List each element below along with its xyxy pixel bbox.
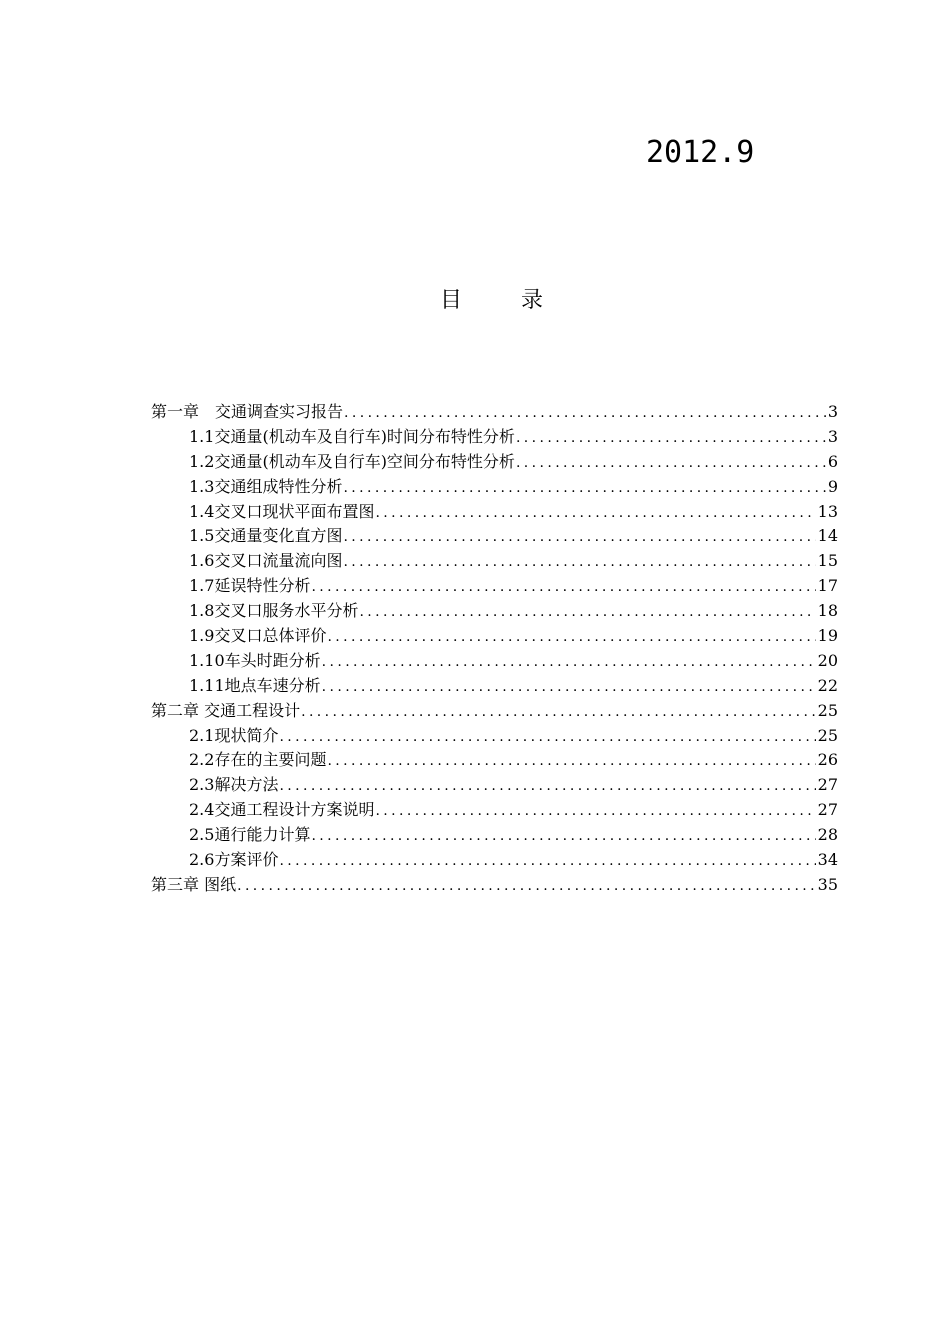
toc-entry-page-number: 3 <box>827 402 838 421</box>
toc-entry-page-number: 3 <box>827 426 838 446</box>
toc-section-entry[interactable] <box>151 823 838 848</box>
toc-dot-leader <box>279 774 815 799</box>
toc-dot-leader <box>343 476 825 501</box>
toc-dot-leader <box>343 525 815 550</box>
toc-dot-leader <box>359 600 815 625</box>
toc-dot-leader <box>344 401 826 426</box>
toc-dot-leader <box>327 749 815 774</box>
toc-entry-page-number: 20 <box>817 650 838 670</box>
toc-entry-page-number: 18 <box>817 601 838 621</box>
toc-entry-label: 2.3解决方法 <box>189 775 279 795</box>
toc-section-entry[interactable] <box>151 475 838 500</box>
report-date: 2012.9 <box>646 135 755 170</box>
toc-entry-label: 1.11地点车速分析 <box>189 675 321 695</box>
toc-entry-label: 1.3交通组成特性分析 <box>189 476 343 496</box>
toc-section-entry[interactable] <box>151 848 838 873</box>
toc-dot-leader <box>237 874 816 899</box>
toc-entry-label: 1.9交叉口总体评价 <box>189 626 327 646</box>
toc-entry-page-number: 27 <box>817 775 838 795</box>
toc-dot-leader <box>516 451 826 476</box>
toc-chapter-entry[interactable] <box>151 873 838 898</box>
toc-entry-page-number: 19 <box>817 626 838 646</box>
toc-entry-label: 第一章 交通调查实习报告 <box>151 402 344 421</box>
toc-entry-label: 2.1现状简介 <box>189 725 279 745</box>
toc-section-entry[interactable] <box>151 649 838 674</box>
toc-section-entry[interactable] <box>151 624 838 649</box>
toc-entry-page-number: 6 <box>827 451 838 471</box>
toc-entry-page-number: 13 <box>817 501 838 521</box>
toc-section-entry[interactable] <box>151 500 838 525</box>
toc-chapter-entry[interactable] <box>151 699 838 724</box>
toc-entry-page-number: 14 <box>817 526 838 546</box>
toc-entry-label: 1.1交通量(机动车及自行车)时间分布特性分析 <box>189 426 515 446</box>
toc-title: 目 录 <box>440 288 569 313</box>
toc-entry-label: 2.6方案评价 <box>189 850 279 870</box>
toc-entry-label: 1.10车头时距分析 <box>189 650 321 670</box>
toc-dot-leader <box>279 849 815 874</box>
toc-entry-page-number: 22 <box>817 675 838 695</box>
toc-dot-leader <box>322 650 816 675</box>
toc-chapter-entry[interactable] <box>151 400 838 425</box>
toc-entry-label: 第二章 交通工程设计 <box>151 700 301 720</box>
toc-section-entry[interactable] <box>151 748 838 773</box>
toc-entry-label: 1.2交通量(机动车及自行车)空间分布特性分析 <box>189 451 515 471</box>
toc-dot-leader <box>343 550 815 575</box>
toc-entry-page-number: 34 <box>817 850 838 870</box>
toc-entry-page-number: 17 <box>817 576 838 596</box>
toc-section-entry[interactable] <box>151 599 838 624</box>
toc-entry-page-number: 25 <box>817 700 838 720</box>
toc-entry-label: 1.6交叉口流量流向图 <box>189 551 343 571</box>
toc-section-entry[interactable] <box>151 574 838 599</box>
toc-entry-page-number: 25 <box>817 725 838 745</box>
toc-section-entry[interactable] <box>151 674 838 699</box>
toc-dot-leader <box>322 675 816 700</box>
toc-section-entry[interactable] <box>151 773 838 798</box>
toc-section-entry[interactable] <box>151 798 838 823</box>
toc-entry-label: 1.5交通量变化直方图 <box>189 526 343 546</box>
toc-entry-label: 1.7延误特性分析 <box>189 576 311 596</box>
toc-entry-page-number: 9 <box>827 476 838 496</box>
toc-entry-label: 第三章 图纸 <box>151 874 237 894</box>
toc-entry-label: 2.2存在的主要问题 <box>189 750 327 770</box>
toc-entry-page-number: 27 <box>817 800 838 820</box>
toc-entry-page-number: 35 <box>817 874 838 894</box>
toc-entry-page-number: 28 <box>817 825 838 845</box>
toc-entry-label: 1.4交叉口现状平面布置图 <box>189 501 375 521</box>
toc-section-entry[interactable] <box>151 549 838 574</box>
toc-dot-leader <box>301 700 816 725</box>
toc-dot-leader <box>279 725 815 750</box>
toc-dot-leader <box>327 625 815 650</box>
table-of-contents <box>151 400 838 898</box>
toc-section-entry[interactable] <box>151 425 838 450</box>
toc-section-entry[interactable] <box>151 524 838 549</box>
toc-dot-leader <box>311 575 815 600</box>
toc-entry-label: 2.5通行能力计算 <box>189 825 311 845</box>
toc-section-entry[interactable] <box>151 724 838 749</box>
toc-entry-page-number: 26 <box>817 750 838 770</box>
toc-dot-leader <box>375 799 815 824</box>
toc-entry-page-number: 15 <box>817 551 838 571</box>
toc-dot-leader <box>516 426 826 451</box>
toc-dot-leader <box>375 501 815 526</box>
toc-dot-leader <box>311 824 815 849</box>
toc-entry-label: 2.4交通工程设计方案说明 <box>189 800 375 820</box>
toc-section-entry[interactable] <box>151 450 838 475</box>
toc-entry-label: 1.8交叉口服务水平分析 <box>189 601 359 621</box>
